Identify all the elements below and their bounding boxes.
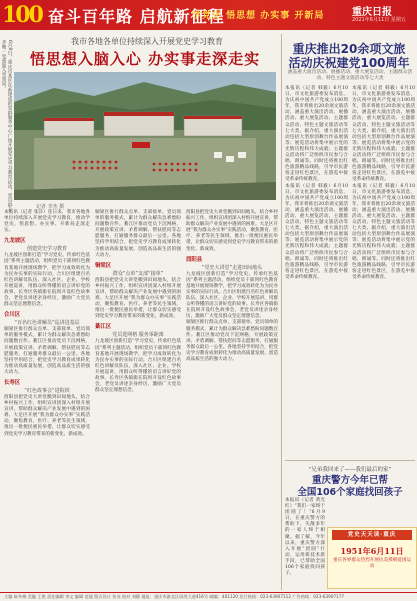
story-deck: “兄弟我回来了——我们最后的家” [308,467,392,473]
banner-slogan: 学党史 悟思想 办实事 开新局 [192,11,325,21]
masthead-banner [0,0,417,30]
lead-body-c-2: 酉阳县把党史大讲堂搬到田间地头，结合乡村振兴工作，组织宣讲团深入村组开展宣讲，帮助群众解决产业发展中遇到的困难。大足区开展“我为群众办实事”实践活动，聚焦教育、医疗、养老等民生领域，推出一批便民惠民举措，让群众切实感受到党史学习教育带来的新变化、新成效。 [95,277,181,320]
right-body-2: 本报讯（记者 韩毅）6月10日，市文化旅游委发布消息，为庆祝中国共产党成立100周年，我市将推出20余项文旅活动，涵盖重大演出活动、展播活动、重大展览活动、主题群众活动、特色主题文旅活动等七大类。据介绍，重大演出活动包括大型原创舞台作品展演等；展览活动将集中展示党的光辉历程和伟大成就；主题群众活动将广泛组织市民参与合唱、朗诵等。同时还将推出红色旅游精品线路，引导市民游客走进红色景区，在游览中接受革命传统教育。 [352,86,415,183]
lead-body-b-2: 铜梁区推行群众点单、支部接单、党员领单的服务模式，累计为群众解决急难愁盼问题数百件。綦江区推动党员下沉网格，开展政策宣讲、矛盾调解、帮扶慰问等志愿服务，打通服务群众最后一公里。各地坚持学用结合，把党史学习教育成果转化为推动高质量发展、创造高品质生活的强大动力。 [95,210,181,258]
centenary-logo: 100 [2,2,42,28]
section-label-3: 长寿区 [4,379,21,386]
lead-column-1 [4,210,90,592]
mid-section-sub-2: 党员进网格 服务零距离 [112,332,164,339]
right-body-1b: 本报讯（记者 韩毅）6月10日，市文化旅游委发布消息，为庆祝中国共产党成立100周年，我市将推出20余项文旅活动，涵盖重大演出活动、展播活动、重大展览活动、主题群众活动、特色主题文旅活动等七大类。据介绍，重大演出活动包括大型原创舞台作品展演等；展览活动将集中展示党的光辉历程和伟大成就；主题群众活动将广泛组织市民参与合唱、朗诵等。同时还将推出红色旅游精品线路，引导市民游客走进红色景区，在游览中接受革命传统教育。 [285,183,348,280]
panel-date: 1951年6月11日 [340,546,404,556]
right-column-2 [352,86,415,458]
lead-body-c-3: 酉阳县把党史大讲堂搬到田间地头，结合乡村振兴工作，组织宣讲团深入村组开展宣讲，帮助群众解决产业发展中遇到的困难。大足区开展“我为群众办实事”实践活动，聚焦教育、医疗、养老等民生领域，推出一批便民惠民举措，让群众切实感受到党史学习教育带来的新变化、新成效。 [186,210,278,252]
section-label-1: 九龙坡区 [4,238,26,245]
section-sub-1: 创建党史学习教育 [26,246,67,253]
lead-photo [14,72,276,200]
banner-title: 奋斗百年路 启航新征程 [48,7,225,26]
mid-section-label-2: 綦江区 [95,324,112,331]
right-deck: 涵盖重大演出活动、展播活动、重大展览活动、主题群众活动、特色主题文旅活动等七大类 [287,70,413,81]
story-column-1 [285,498,325,590]
lead-body-c: 酉阳县把党史大讲堂搬到田间地头，结合乡村振兴工作，组织宣讲团深入村组开展宣讲，帮助群众解决产业发展中遇到的困难。大足区开展“我为群众办实事”实践活动，聚焦教育、医疗、养老等民生领域，推出一批便民惠民举措，让群众切实感受到党史学习教育带来的新变化、新成效。 [4,394,90,437]
section-label-2: 合川区 [4,312,21,319]
lead-headline: 悟思想入脑入心 办实事走深走实 [29,50,261,68]
lead-intro: 本报讯（记者 张莎）连日来，我市各地各单位持续深入开展党史学习教育，推动学党史、悟思想、办实事、开新局走深走实。 [4,210,90,234]
section-sub-2: “百名红色讲解员”巡讲进基层 [14,320,80,327]
story-headline-line-2: 全国106个家庭找回孩子 [297,487,403,498]
lead-body-a-3: 九龙坡区创新打造“学习党史、传承红色基因”系列主题活动，组织党员干部到红色教育基地开展现场教学，把学习成效转化为为民办实事的实际行动。合川区组建百名红色讲解员队伍，深入社区、企业、学校开展巡讲，用群众听得懂的语言讲好党的故事。长寿区各镇街在院坝开设红色故事会，老党员讲述亲身经历，激励广大党员群众坚定理想信念。 [186,271,278,320]
panel-title: 党史天天读·重庆 [332,530,412,540]
story-headline-line-1: 重庆警方今年已帮 [311,475,388,486]
page-footer: 主编 陈冬梅 美编 王艳 责任编辑 李文 编辑 范超 版式设计 张亮 校对 刘静 地址：重庆市渝北区同茂大道416号 邮编：401120 发行热线：023-63907112 广告热线：023-63907177 [0,592,417,600]
section-label-4: 酉阳县 [186,256,203,263]
mid-section-sub-1: 群众“点单”支部“接单” [112,270,164,277]
lead-body-a-2: 九龙坡区创新打造“学习党史、传承红色基因”系列主题活动，组织党员干部到红色教育基地开展现场教学，把学习成效转化为为民办实事的实际行动。合川区组建百名红色讲解员队伍，深入社区、企业、学校开展巡讲，用群众听得懂的语言讲好党的故事。长寿区各镇街在院坝开设红色故事会，老党员讲述亲身经历，激励广大党员群众坚定理想信念。 [95,339,181,394]
photo-byline: 记者 李杰 摄 [36,204,65,210]
panel-text: 重庆各界群众热烈开展抗美援朝爱国运动 [332,558,412,569]
issue-date: 2021年6月11日 星期五 [352,17,406,23]
lead-column-2 [95,210,181,592]
lead-body-b-3: 铜梁区推行群众点单、支部接单、党员领单的服务模式，累计为群众解决急难愁盼问题数百件。綦江区推动党员下沉网格，开展政策宣讲、矛盾调解、帮扶慰问等志愿服务，打通服务群众最后一公里。各地坚持学用结合，把党史学习教育成果转化为推动高质量发展、创造高品质生活的强大动力。 [186,320,278,362]
right-headline-line-1: 重庆推出20余项文旅 [292,42,406,56]
lead-kicker: 我市各地各单位持续深入开展党史学习教育 [71,37,223,46]
mid-section-label-1: 铜梁区 [95,262,112,269]
column-divider [281,34,282,590]
photo-vertical-caption: 6月8日，重庆市某区在新建成的党群服务中心广场开展党史学习教育活动，党员群众齐聚一堂重温入党誓词。 [1,40,12,212]
paper-name: 重庆日报 [352,7,392,18]
right-body-1: 本报讯（记者 韩毅）6月10日，市文化旅游委发布消息，为庆祝中国共产党成立100周年，我市将推出20余项文旅活动，涵盖重大演出活动、展播活动、重大展览活动、主题群众活动、特色主题文旅活动等七大类。据介绍，重大演出活动包括大型原创舞台作品展演等；展览活动将集中展示党的光辉历程和伟大成就；主题群众活动将广泛组织市民参与合唱、朗诵等。同时还将推出红色旅游精品线路，引导市民游客走进红色景区，在游览中接受革命传统教育。 [285,86,348,183]
right-body-2b: 本报讯（记者 韩毅）6月10日，市文化旅游委发布消息，为庆祝中国共产党成立100周年，我市将推出20余项文旅活动，涵盖重大演出活动、展播活动、重大展览活动、主题群众活动、特色主题文旅活动等七大类。据介绍，重大演出活动包括大型原创舞台作品展演等；展览活动将集中展示党的光辉历程和伟大成就；主题群众活动将广泛组织市民参与合唱、朗诵等。同时还将推出红色旅游精品线路，引导市民游客走进红色景区，在游览中接受革命传统教育。 [352,183,415,280]
section-sub-4: “党史大讲堂”走进田间地头 [201,264,263,271]
lead-body-a: 九龙坡区创新打造“学习党史、传承红色基因”系列主题活动，组织党员干部到红色教育基地开展现场教学，把学习成效转化为为民办实事的实际行动。合川区组建百名红色讲解员队伍，深入社区、企业、学校开展巡讲，用群众听得懂的语言讲好党的故事。长寿区各镇街在院坝开设红色故事会，老党员讲述亲身经历，激励广大党员群众坚定理想信念。 [4,253,90,308]
lead-column-3 [186,210,278,592]
right-story-divider [285,460,415,461]
story-body: 本报讯（记者 黄光红）“我们一家终于团圆了！”6月9日，在重庆警方的帮助下，失散多年的一家人终于相聚。据了解，今年以来，重庆警方深入开展“团圆”行动，运用新技术新手段，已帮助全国106个家庭找回孩子。 [285,498,325,577]
section-sub-3: “红色故事会”进院坝 [24,387,70,394]
right-headline-line-2: 活动庆祝建党100周年 [288,56,410,70]
right-column-1 [285,86,348,458]
history-panel [327,527,417,589]
lead-body-b: 铜梁区推行群众点单、支部接单、党员领单的服务模式，累计为群众解决急难愁盼问题数百件。綦江区推动党员下沉网格，开展政策宣讲、矛盾调解、帮扶慰问等志愿服务，打通服务群众最后一公里。各地坚持学用结合，把党史学习教育成果转化为推动高质量发展、创造高品质生活的强大动力。 [4,327,90,375]
